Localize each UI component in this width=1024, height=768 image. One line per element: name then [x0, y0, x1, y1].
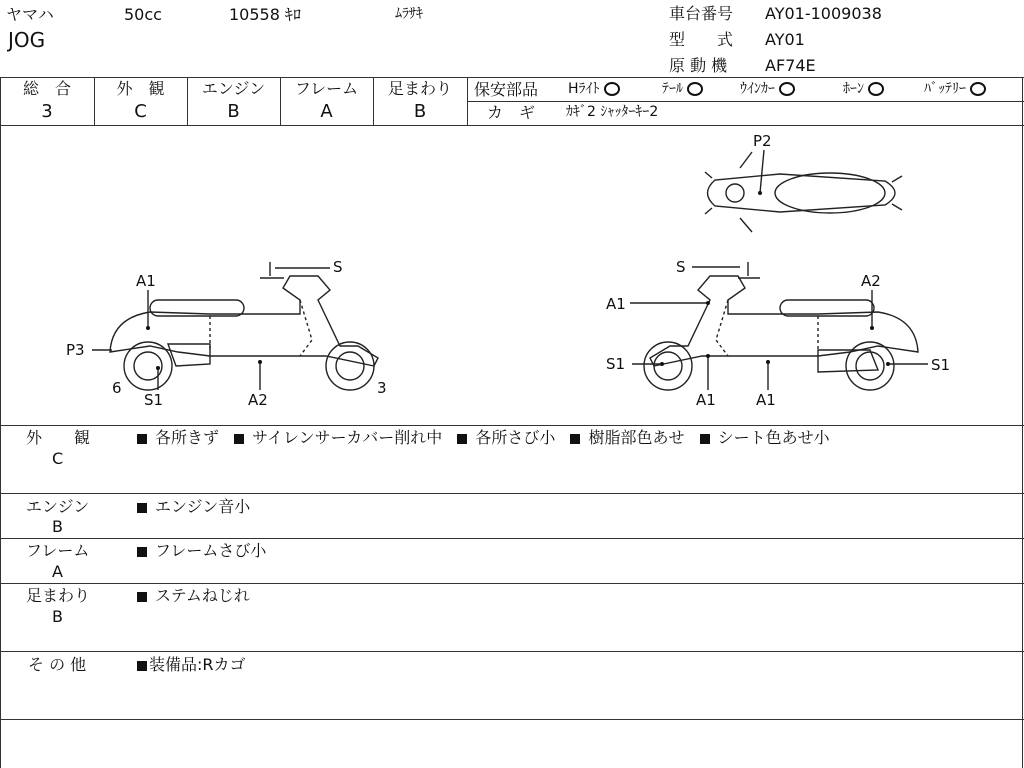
maker: ヤマハ: [6, 5, 54, 24]
leader-line: [92, 268, 330, 390]
remark-items-frame: フレームさび小: [137, 543, 276, 559]
safety-item-winker: ｳｲﾝｶｰ: [740, 82, 795, 96]
label-left-p3: P3: [66, 341, 85, 359]
key-label: カ ギ: [487, 103, 536, 122]
displacement: 50cc: [124, 5, 162, 24]
remark-label-suspension: 足まわり: [26, 586, 91, 605]
divider: [0, 538, 1024, 539]
type-label: 型 式: [669, 30, 734, 49]
label-right-a1-lower: A1: [696, 391, 716, 409]
rating-label-exterior: 外 観: [116, 79, 165, 98]
remark-grade-engine: B: [52, 517, 63, 536]
top-view-body: [708, 174, 896, 212]
label-right-s: S: [676, 258, 686, 276]
label-right-a1-mid: A1: [756, 391, 776, 409]
ok-circle-icon: [604, 82, 620, 96]
leader-line: [760, 150, 764, 193]
label-left-s1: S1: [144, 391, 164, 409]
remark-items-exterior: 各所きず サイレンサーカバー削れ中 各所さび小 樹脂部色あせ シート色あせ小: [137, 430, 840, 446]
rating-value-suspension: B: [413, 101, 427, 122]
rating-value-engine: B: [227, 101, 240, 122]
remark-grade-suspension: B: [52, 607, 63, 626]
divider: [0, 719, 1024, 720]
label-right-s1-front: S1: [606, 355, 626, 373]
divider: [0, 651, 1024, 652]
label-top-p2: P2: [753, 132, 772, 150]
right-rear-wheel: [846, 342, 894, 390]
remark-grade-exterior: C: [52, 449, 64, 468]
remark-items-other: 装備品:Rカゴ: [137, 657, 256, 673]
label-left-a2: A2: [248, 391, 268, 409]
engine-value: AF74E: [765, 56, 816, 75]
rating-value-overall: 3: [41, 101, 53, 122]
divider: [468, 101, 1024, 102]
label-left-a1: A1: [136, 272, 156, 290]
remark-label-other: そ の 他: [28, 655, 87, 674]
remark-items-suspension: ステムねじれ: [137, 588, 260, 604]
safety-item-battery: ﾊﾞｯﾃﾘｰ: [924, 82, 986, 96]
top-view-seat: [775, 173, 885, 213]
safety-label: 保安部品: [474, 80, 539, 99]
remark-items-engine: エンジン音小: [137, 499, 260, 515]
right-muffler: [818, 350, 878, 372]
mileage: 10558 ｷﾛ: [229, 5, 301, 24]
divider: [467, 77, 468, 125]
divider: [0, 77, 1024, 78]
rating-label-frame: フレーム: [294, 79, 359, 98]
label-left-s: S: [333, 258, 343, 276]
label-right-a1: A1: [606, 295, 626, 313]
rating-label-overall: 総 合: [22, 79, 71, 98]
top-view-headlight: [726, 184, 744, 202]
label-left-6: 6: [112, 379, 122, 397]
engine-label: 原 動 機: [669, 56, 728, 75]
remark-label-exterior: 外 観: [26, 428, 91, 447]
divider: [0, 583, 1024, 584]
rating-value-frame: A: [320, 101, 333, 122]
divider: [0, 493, 1024, 494]
ok-circle-icon: [779, 82, 795, 96]
ok-circle-icon: [868, 82, 884, 96]
top-view-handlebar: [740, 152, 752, 232]
remark-label-engine: エンジン: [26, 497, 90, 516]
model-name: JOG: [8, 28, 46, 52]
right-front-wheel: [644, 342, 692, 390]
left-front-wheel: [326, 342, 374, 390]
key-info: ｶｷﾞ2 ｼｬｯﾀｰｷｰ2: [566, 104, 659, 120]
rating-label-suspension: 足まわり: [387, 79, 452, 98]
frame-no: AY01-1009038: [765, 4, 882, 23]
rating-label-engine: エンジン: [201, 79, 266, 98]
divider: [0, 425, 1024, 426]
remark-label-frame: フレーム: [26, 541, 90, 560]
frame-no-label: 車台番号: [669, 4, 734, 23]
rating-value-exterior: C: [134, 101, 147, 122]
ok-circle-icon: [687, 82, 703, 96]
scooter-diagram: [0, 126, 1024, 424]
remark-grade-frame: A: [52, 562, 63, 581]
type-value: AY01: [765, 30, 805, 49]
safety-item-taillight: ﾃｰﾙ: [662, 82, 703, 96]
label-right-s1-rear: S1: [931, 356, 951, 374]
safety-item-horn: ﾎｰﾝ: [843, 82, 884, 96]
safety-item-headlight: Hﾗｲﾄ: [568, 82, 620, 96]
label-right-a2: A2: [861, 272, 881, 290]
label-left-3: 3: [377, 379, 387, 397]
color: ﾑﾗｻｷ: [395, 6, 423, 22]
ok-circle-icon: [970, 82, 986, 96]
